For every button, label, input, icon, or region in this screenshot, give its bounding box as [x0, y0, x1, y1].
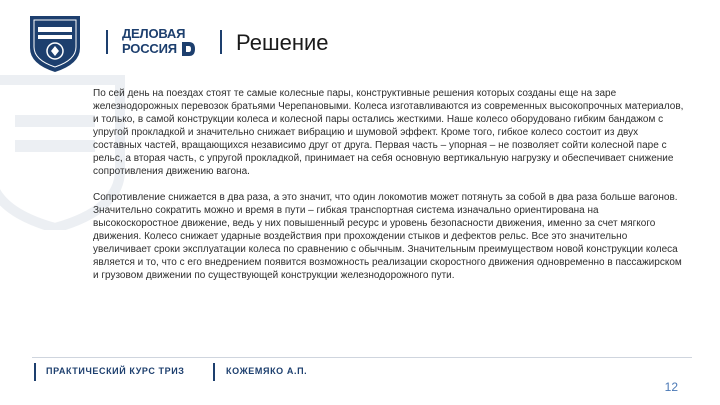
slide-body	[93, 87, 685, 295]
brand-logo-line2: РОССИЯ	[122, 41, 177, 56]
header-divider-left	[106, 30, 108, 54]
footer-tick-left	[34, 363, 36, 381]
brand-logo-line1: ДЕЛОВАЯ	[122, 26, 186, 41]
body-paragraph-2: Сопротивление снижается в два раза, а это значит, что один локомотив может потянуть за собой в два раза больше вагонов. Значительно сократить можно и время в пути – гибкая транспортная система изначально ориентирована на высокоскоростное движение, ведь у них повышенный ресурс и уровень безопасности движения, именно за счет мягкого движения. Колесо снижает ударные воздействия при прохождении стыков и дефектов рельс. Все это значительно увеличивает сроки эксплуатации колеса по сравнению с обычным. Значительным преимуществом новой конструкции колеса является и то, что с его внедрением появится возможность реализации скоростного движения одновременно в пассажирском и грузовом движении по существующей конструкции железнодорожного пути.	[93, 192, 682, 281]
footer-author-label: КОЖЕМЯКО А.П.	[226, 366, 308, 376]
header	[0, 0, 720, 75]
brand-mark-icon	[179, 40, 197, 58]
slide-title: Решение	[236, 30, 329, 55]
school-emblem-logo	[26, 12, 84, 74]
header-divider-right	[220, 30, 222, 54]
footer-tick-right	[213, 363, 215, 381]
brand-logo	[122, 27, 202, 59]
footer-course-label: ПРАКТИЧЕСКИЙ КУРС ТРИЗ	[46, 366, 185, 376]
body-paragraph-1: По сей день на поездах стоят те самые колесные пары, конструктивные решения которых созданы еще на заре железнодорожных перевозок братьями Черепановыми. Колеса изготавливаются из современных высокопрочных материалов, и только, в самой конструкции колеса и колесной пары остались жесткими. Наше колесо оборудовано гибким бандажом с упругой прокладкой и значительно снижает вибрацию и шумовой эффект. Кроме того, гибкое колесо состоит из двух составных частей, вращающихся независимо друг от друга. Первая часть – упорная – не позволяет сойти колесной паре с рельс, а вторая часть, с упругой прокладкой, принимает на себя основную вертикальную нагрузку и обеспечивает снижение сопротивления движению вагона.	[93, 88, 684, 177]
footer-divider	[32, 357, 692, 358]
page-number: 12	[664, 380, 678, 394]
